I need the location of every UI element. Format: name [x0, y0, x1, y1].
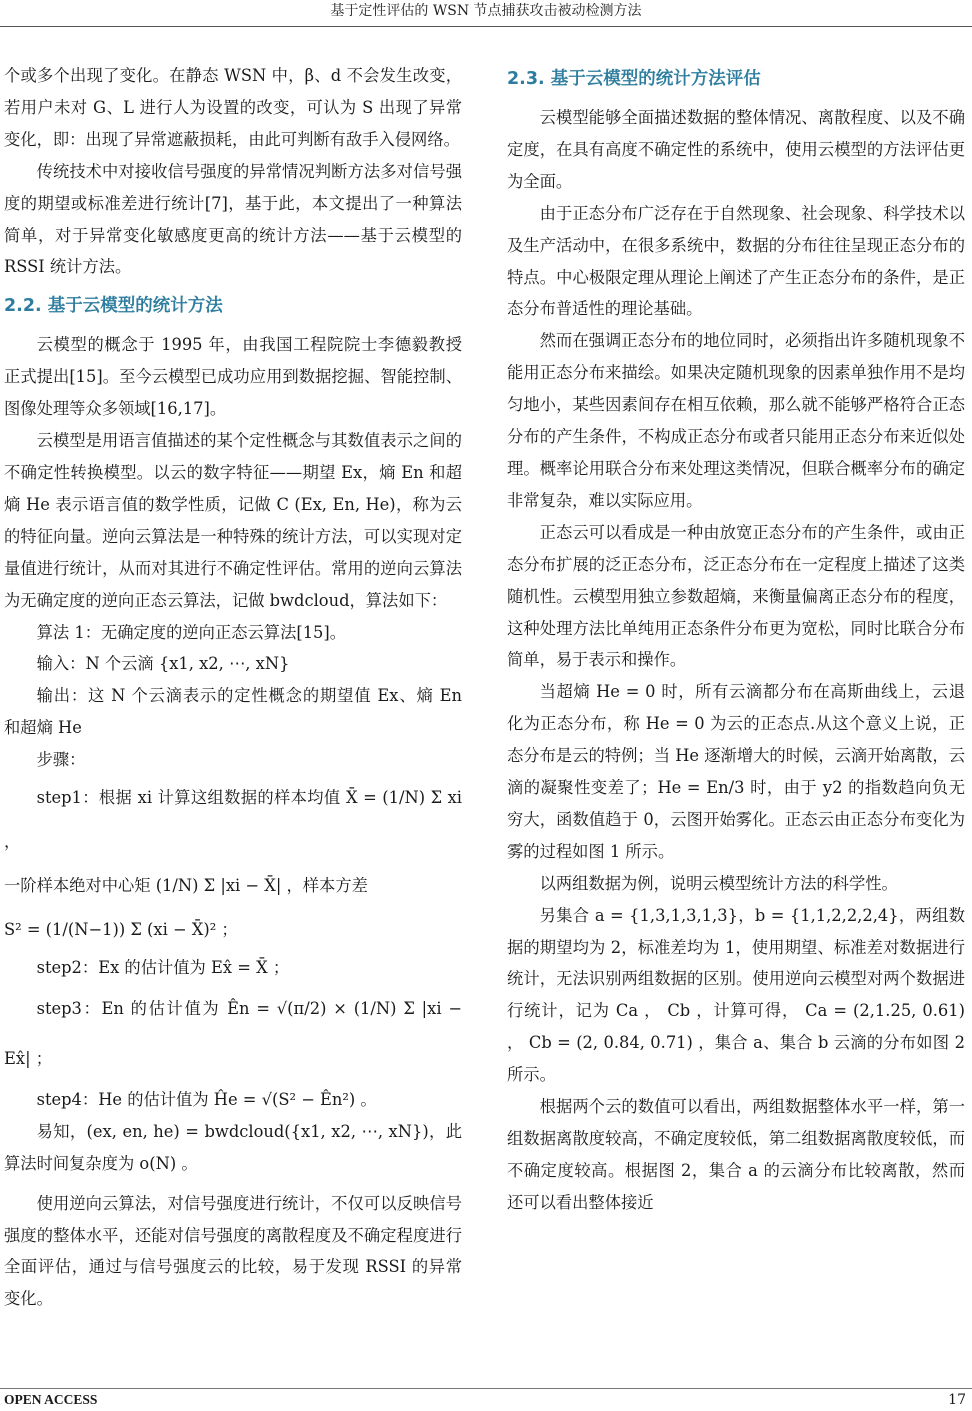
left-column [4, 60, 462, 1315]
footer-rule [0, 1388, 972, 1389]
algorithm-step2: step2：Ex 的估计值为 Ex̂ = X̄ ； [36, 958, 290, 978]
page-number: 17 [948, 1392, 966, 1408]
right-paragraph-2: 由于正态分布广泛存在于自然现象、社会现象、科学技术以及生产活动中，在很多系统中，数据的分布往往呈现正态分布的特点。中心极限定理从理论上阐述了产生正态分布的条件，是正态分布普适性的理论基础。 [507, 203, 965, 319]
algorithm-steps-label: 步骤： [36, 750, 86, 770]
section-heading-2-2: 2.2. 基于云模型的统计方法 [4, 296, 223, 317]
algorithm-output: 输出：这 N 个云滴表示的定性概念的期望值 Ex、熵 En 和超熵 He [4, 686, 462, 738]
algorithm-title: 算法 1：无确定度的逆向正态云算法[15]。 [36, 622, 347, 642]
right-column [507, 60, 965, 1219]
right-paragraph-3: 然而在强调正态分布的地位同时，必须指出许多随机现象不能用正态分布来描绘。如果决定随机现象的因素单独作用不是均匀地小，某些因素间存在相互依赖，那么就不能够严格符合正态分布的产生条件，不构成正态分布或者只能用正态分布来近似处理。概率论用联合分布来处理这类情况，但联合概率分布的确定非常复杂，难以实际应用。 [507, 331, 965, 510]
left-paragraph-5: 使用逆向云算法，对信号强度进行统计，不仅可以反映信号强度的整体水平，还能对信号强度的离散程度及不确定程度进行全面评估，通过与信号强度云的比较，易于发现 RSSI 的异常变化。 [4, 1193, 462, 1309]
algorithm-step1-mean: step1：根据 xi 计算这组数据的样本均值 X̄ = (1/N) Σ xi ， [4, 788, 462, 852]
header-title: 基于定性评估的 WSN 节点捕获攻击被动检测方法 [330, 3, 642, 19]
right-paragraph-5: 当超熵 He = 0 时，所有云滴都分布在高斯曲线上，云退化为正态分布，称 He = 0 为云的正态点.从这个意义上说，正态分布是云的特例；当 He 逐渐增大的时候，云滴开始离散，云滴的凝聚性变差了；He = En/3 时，由于 y2 的指数趋向负无穷大，函数值趋于 0，云图开始雾化。正态云由正态分布变化为雾的过程如图 1 所示。 [507, 682, 965, 861]
right-paragraph-8: 根据两个云的数值可以看出，两组数据整体水平一样，第一组数据离散度较高，不确定度较低，第二组数据离散度较低，而不确定度较高。根据图 2，集合 a 的云滴分布比较离散，然而还可以看出整体接近 [507, 1097, 965, 1212]
journal-name: OPEN ACCESS [4, 1392, 98, 1407]
right-paragraph-4: 正态云可以看成是一种由放宽正态分布的产生条件，或由正态分布扩展的泛正态分布，泛正态分布在一定程度上描述了这类随机性。云模型用独立参数超熵，来衡量偏离正态分布的程度，这种处理方法比单纯用正态条件分布更为宽松，同时比联合分布简单，易于表示和操作。 [507, 522, 965, 670]
left-paragraph-1: 个或多个出现了变化。在静态 WSN 中，β、d 不会发生改变，若用户未对 G、L 进行人为设置的改变，可认为 S 出现了异常变化，即：出现了异常遮蔽损耗，由此可判断有敌手入侵网络。 [4, 66, 462, 149]
algorithm-input: 输入：N 个云滴 {x1, x2, ⋯, xN} [36, 654, 290, 674]
left-paragraph-4: 云模型是用语言值描述的某个定性概念与其数值表示之间的不确定性转换模型。以云的数字特征——期望 Ex，熵 En 和超熵 He 表示语言值的数学性质，记做 C (Ex, En, He)，称为云的特征向量。逆向云算法是一种特殊的统计方法，可以实现对定量值进行统计，从而对其进行不确定性评估。常用的逆向云算法为无确定度的逆向正态云算法，记做 bwdcloud，算法如下： [4, 431, 462, 610]
algorithm-step1-variance: S² = (1/(N−1)) Σ (xi − X̄)² ； [4, 920, 238, 940]
algorithm-complexity: 易知，(ex, en, he) = bwdcloud({x1, x2, ⋯, xN})，此算法时间复杂度为 o(N) 。 [4, 1121, 462, 1173]
algorithm-step1-moment: 一阶样本绝对中心矩 (1/N) Σ |xi − X̄| ，样本方差 [4, 876, 368, 896]
left-paragraph-3: 云模型的概念于 1995 年，由我国工程院院士李德毅教授正式提出[15]。至今云模型已成功应用到数据挖掘、智能控制、图像处理等众多领域[16,17]。 [4, 335, 462, 419]
right-paragraph-1: 云模型能够全面描述数据的整体情况、离散程度、以及不确定度，在具有高度不确定性的系统中，使用云模型的方法评估更为全面。 [507, 108, 965, 191]
section-heading-2-3: 2.3. 基于云模型的统计方法评估 [507, 69, 761, 89]
right-paragraph-6: 以两组数据为例，说明云模型统计方法的科学性。 [539, 873, 898, 893]
left-paragraph-2: 传统技术中对接收信号强度的异常情况判断方法多对信号强度的期望或标准差进行统计[7]，基于此，本文提出了一种算法简单，对于异常变化敏感度更高的统计方法——基于云模型的 RSSI 统计方法。 [4, 161, 462, 277]
algorithm-step3: step3：En 的估计值为 Ên = √(π/2) × (1/N) Σ |xi − Ex̂| ； [4, 998, 462, 1068]
right-paragraph-7: 另集合 a = {1,3,1,3,1,3}，b = {1,1,2,2,2,4}，两组数据的期望均为 2，标准差均为 1，使用期望、标准差对数据进行统计，无法识别两组数据的区别。使用逆向云模型对两个数据进行统计，记为 Ca ， Cb ，计算可得， Ca = (2,1.25, 0.61) ， Cb = (2, 0.84, 0.71) ，集合 a、集合 b 云滴的分布如图 2 所示。 [507, 905, 965, 1085]
running-header [0, 0, 972, 27]
algorithm-step4: step4：He 的估计值为 Ĥe = √(S² − Ên²) 。 [36, 1089, 377, 1109]
